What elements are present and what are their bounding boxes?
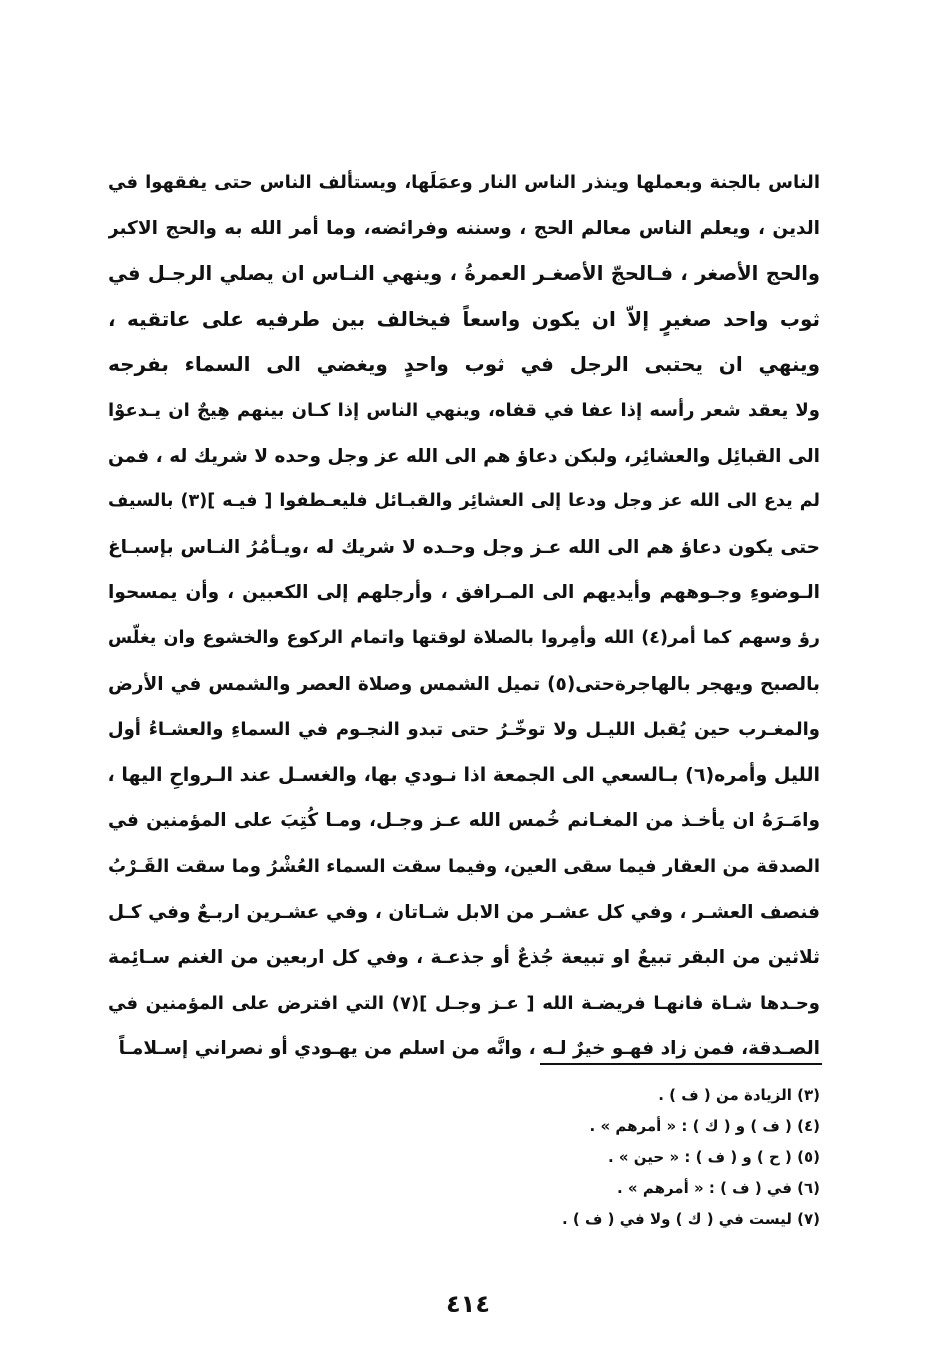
text-line: بالصبح ويهجر بالهاجرةحتى(٥) تميل الشمس وصلاة العصر والشمس في الأرض <box>108 673 820 695</box>
text-line: لم يدع الى الله عز وجل ودعا إلى العشائِر والقبـائل فليعـطفوا [ فيـه ](٣) بالسيف <box>108 491 820 512</box>
text-line: الدين ، ويعلم الناس معالم الحج ، وسننه وفرائضه، وما أمر الله به والحج الاكبر <box>108 217 820 239</box>
text-line: والمغـرب حين يُقبل الليـل ولا توخّـرُ حتى تبدو النجـوم في السماءِ والعشـاءُ أول <box>108 719 820 741</box>
text-line: ولا يعقد شعر رأسه إذا عفا في قفاه، وينهي الناس إذا كـان بينهم هِيجٌ ان يـدعوْا <box>108 399 820 421</box>
footnote: (٤) ( ف ) و ( ك ) : « أمرهم » . <box>589 1117 820 1135</box>
text-line: الصـدقة، فمن زاد فهـو خيرٌ لـه ، وانَّه من اسلم من يهـودي أو نصراني إسـلامـاً <box>118 1038 820 1060</box>
text-line: ثلاثين من البقر تبيعٌ او تبيعة جُذعٌ أو جذعـة ، وفي كل اربعين من الغنم سـائِمة <box>108 947 820 969</box>
text-line: الليل وأمره(٦) بـالسعي الى الجمعة اذا نـودي بها، والغسـل عند الـرواحِ اليها ، <box>108 763 820 786</box>
text-line: فنصف العشـر ، وفي كل عشـر من الابل شـاتان ، وفي عشـرين اربـعٌ وفي كـل <box>108 901 820 923</box>
footnotes <box>420 1080 820 1235</box>
text-line: ثوب واحد صغيرٍ إلاّ ان يكون واسعاً فيخالف بين طرفيه على عاتقيه ، <box>108 306 820 331</box>
footnote: (٣) الزيادة من ( ف ) . <box>658 1086 820 1104</box>
text-line: والحج الأصغر ، فـالحجّ الأصغـر العمرةُ ، وينهي النـاس ان يصلي الرجـل في <box>108 262 820 286</box>
footnote: (٦) في ( ف ) : « أمرهم » . <box>616 1179 820 1197</box>
text-line: الـوضوءِ وجـوههم وأيديهم الى المـرافق ، وأرجلهم إلى الكعبين ، وأن يمسحوا <box>108 582 820 604</box>
footnote-divider <box>540 1063 822 1065</box>
page-number: ٤١٤ <box>446 1290 490 1318</box>
text-line: وينهي ان يحتبى الرجل في ثوب واحدٍ ويغضي الى السماء بفرجه <box>108 352 820 377</box>
text-line: وحـدها شـاة فانهـا فريضـة الله [ عـز وجـل ](٧) التي افترض على المؤمنين في <box>108 992 820 1014</box>
text-line: رؤ وسهم كما أمر(٤) الله وأمِروا بالصلاة لوقتها واتمام الركوع والخشوع وان يغلّس <box>108 627 820 648</box>
footnote: (٥) ( ح ) و ( ف ) : « حين » . <box>607 1148 820 1166</box>
text-line: وامَـرَهُ ان يأخـذ من المغـانم خُمس الله عـز وجـل، ومـا كُتِبَ على المؤمنين في <box>108 810 820 832</box>
text-line: حتى يكون دعاؤ هم الى الله عـز وجل وحـده لا شريك له ،ويـأمُرُ النـاس بإسبـاغ <box>108 536 820 558</box>
text-line: الصدقة من العقار فيما سقى العين، وفيما سقت السماء العُشْرُ وما سقت القَـرْبُ <box>108 855 820 877</box>
text-line: الى القبائِل والعشائِر، ولبكن دعاؤ هم الى الله عز وجل وحده لا شريك له ، فمن <box>108 445 820 467</box>
footnote: (٧) ليست في ( ك ) ولا في ( ف ) . <box>562 1210 820 1228</box>
body-text <box>108 160 820 1072</box>
text-line: الناس بالجنة وبعملها وينذر الناس النار وعمَلَها، ويستألف الناس حتى يفقهوا في <box>108 172 820 193</box>
